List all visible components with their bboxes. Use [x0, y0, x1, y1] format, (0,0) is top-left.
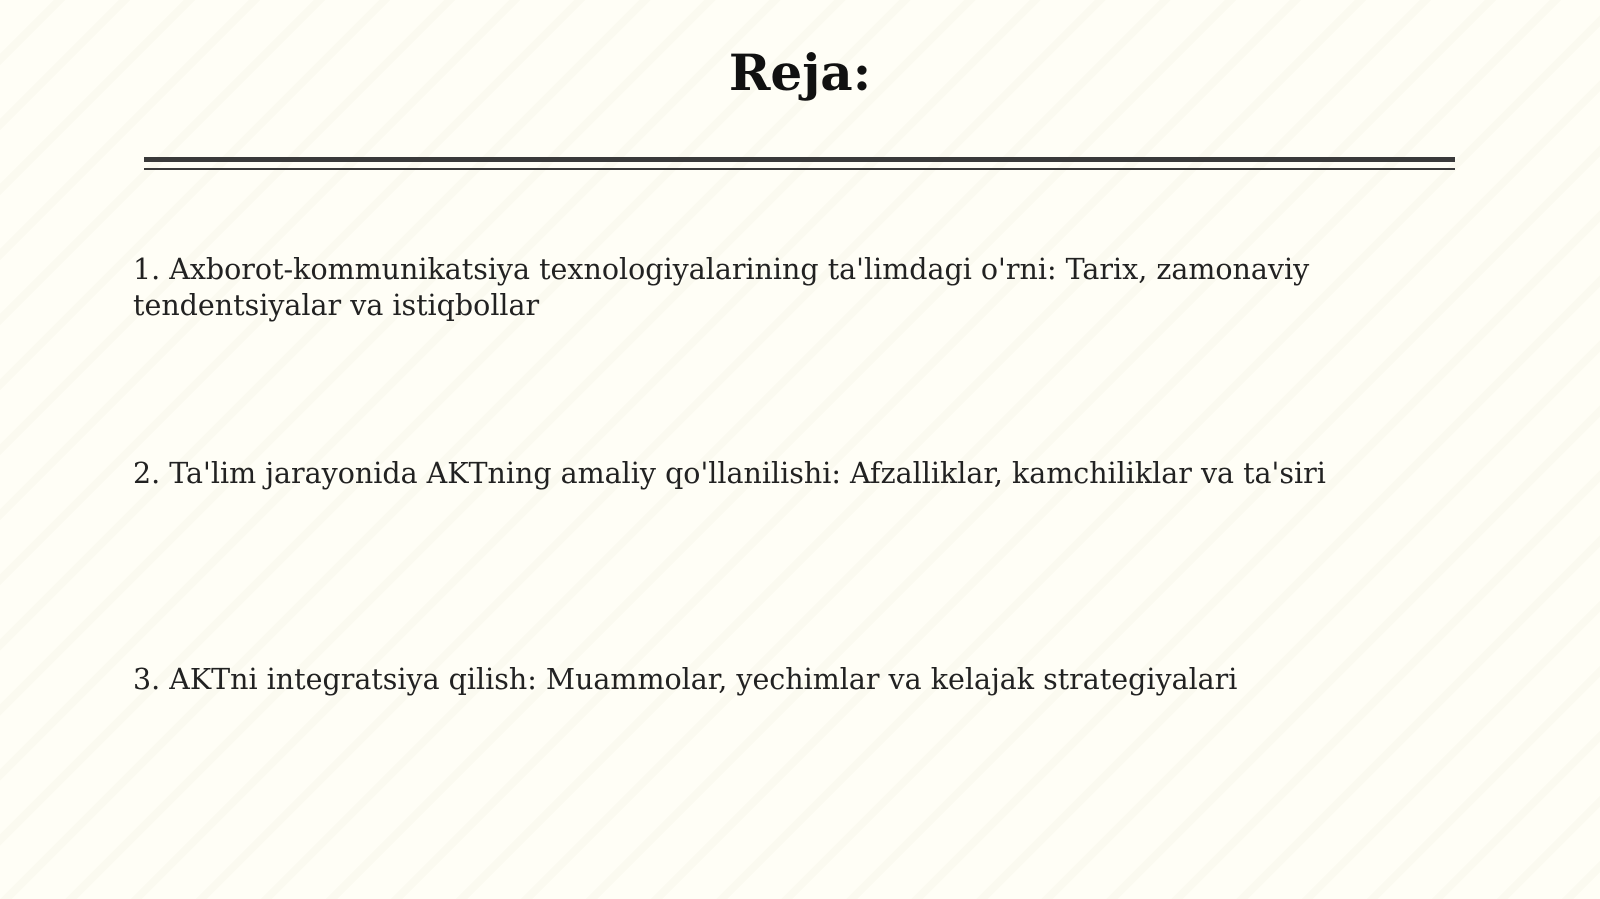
- plan-item-2: 2. Ta'lim jarayonida AKTning amaliy qo'llanilishi: Afzalliklar, kamchiliklar va ta'siri: [133, 457, 1326, 490]
- title-divider-thin: [144, 168, 1455, 170]
- title-divider-thick: [144, 157, 1455, 162]
- plan-item-3: 3. AKTni integratsiya qilish: Muammolar, yechimlar va kelajak strategiyalari: [133, 663, 1238, 696]
- plan-item-1: 1. Axborot-kommunikatsiya texnologiyalarining ta'limdagi o'rni: Tarix, zamonaviy tendentsiyalar va istiqbollar: [133, 253, 1310, 322]
- slide-title: Reja:: [728, 43, 872, 102]
